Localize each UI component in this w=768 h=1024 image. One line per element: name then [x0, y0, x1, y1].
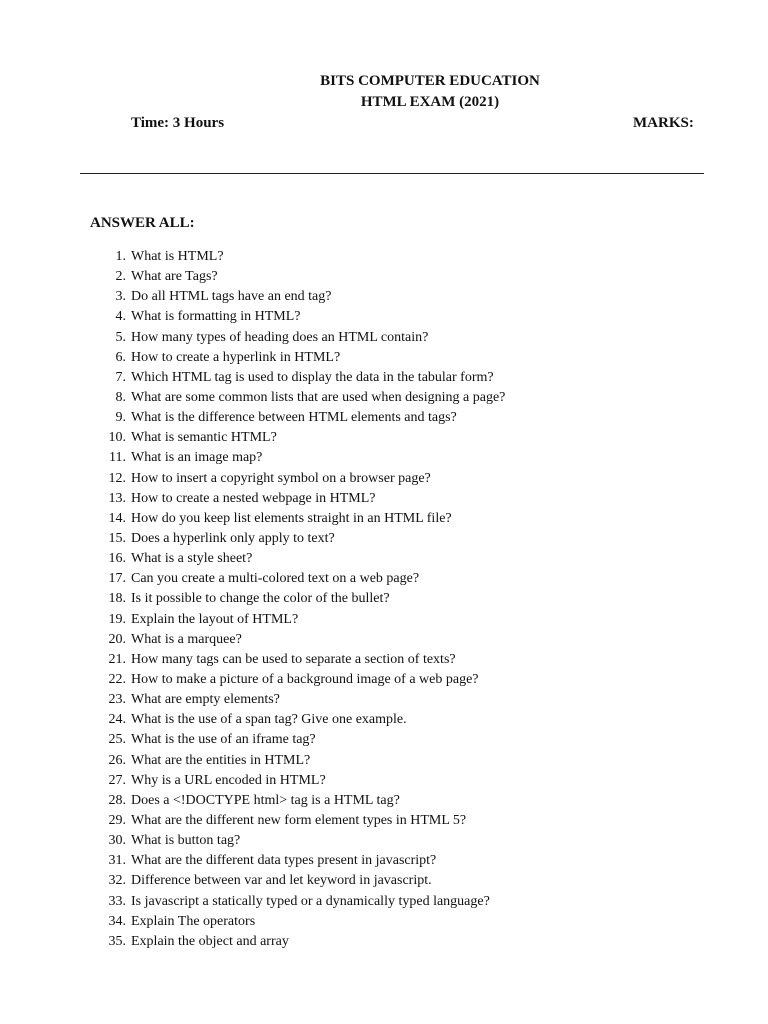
- question-number: 29.: [108, 812, 126, 828]
- header-divider: [80, 173, 704, 174]
- question-text: What is a marquee?: [131, 631, 242, 647]
- question-number: 1.: [115, 249, 126, 264]
- question-number: 19.: [108, 611, 126, 627]
- question-number: 7.: [115, 369, 126, 385]
- institution-title: BITS COMPUTER EDUCATION: [320, 73, 540, 89]
- question-number: 8.: [115, 389, 126, 405]
- question-item: [0, 589, 768, 609]
- question-item: [0, 892, 768, 912]
- question-number: 32.: [108, 873, 126, 889]
- question-item: [0, 630, 768, 650]
- question-text: What is button tag?: [131, 833, 241, 849]
- question-number: 21.: [108, 651, 126, 667]
- question-number: 26.: [108, 752, 126, 768]
- question-item: [0, 791, 768, 811]
- question-item: [0, 831, 768, 851]
- question-number: 34.: [108, 913, 126, 929]
- question-item: [0, 811, 768, 831]
- question-text: What is the use of an iframe tag?: [131, 732, 316, 748]
- question-list: [0, 247, 768, 952]
- question-item: [0, 247, 768, 267]
- question-text: How do you keep list elements straight in an HTML file?: [131, 510, 452, 526]
- question-text: How many tags can be used to separate a section of texts?: [131, 651, 456, 667]
- question-number: 2.: [115, 269, 126, 285]
- question-number: 24.: [108, 712, 126, 728]
- question-text: What is semantic HTML?: [131, 430, 277, 446]
- question-item: [0, 751, 768, 771]
- question-number: 4.: [115, 309, 126, 325]
- question-number: 18.: [108, 591, 126, 607]
- question-item: [0, 610, 768, 630]
- question-text: Difference between var and let keyword in javascript.: [131, 873, 432, 889]
- question-number: 3.: [115, 289, 126, 305]
- question-text: Explain the layout of HTML?: [131, 611, 299, 627]
- question-item: [0, 932, 768, 952]
- question-text: What is HTML?: [131, 249, 224, 264]
- question-text: What is formatting in HTML?: [131, 309, 301, 325]
- question-number: 15.: [108, 530, 126, 546]
- question-item: [0, 408, 768, 428]
- question-number: 20.: [108, 631, 126, 647]
- question-text: Do all HTML tags have an end tag?: [131, 289, 332, 305]
- question-number: 17.: [108, 571, 126, 587]
- question-text: How many types of heading does an HTML contain?: [131, 329, 429, 345]
- question-text: What is an image map?: [131, 450, 263, 466]
- question-item: [0, 489, 768, 509]
- question-text: Explain the object and array: [131, 933, 289, 949]
- question-text: What are the different new form element types in HTML 5?: [131, 812, 467, 828]
- question-number: 5.: [115, 329, 126, 345]
- question-item: [0, 267, 768, 287]
- question-text: Which HTML tag is used to display the data in the tabular form?: [131, 369, 494, 385]
- question-item: [0, 328, 768, 348]
- question-text: Does a hyperlink only apply to text?: [131, 530, 335, 546]
- question-number: 25.: [108, 732, 126, 748]
- time-label: Time: 3 Hours: [131, 115, 225, 131]
- question-text: What are the different data types present in javascript?: [131, 853, 437, 869]
- question-item: [0, 287, 768, 307]
- question-item: [0, 307, 768, 327]
- question-text: How to create a nested webpage in HTML?: [131, 490, 376, 506]
- question-item: [0, 730, 768, 750]
- question-text: How to insert a copyright symbol on a browser page?: [131, 470, 431, 486]
- question-number: 10.: [108, 430, 126, 446]
- question-number: 28.: [108, 792, 126, 808]
- question-text: Explain The operators: [131, 913, 256, 929]
- question-text: Why is a URL encoded in HTML?: [131, 772, 326, 788]
- question-number: 12.: [108, 470, 126, 486]
- question-number: 16.: [108, 551, 126, 567]
- question-text: Is javascript a statically typed or a dynamically typed language?: [131, 893, 490, 909]
- question-text: What is the difference between HTML elements and tags?: [131, 410, 457, 426]
- question-text: What are Tags?: [131, 269, 218, 285]
- question-text: How to make a picture of a background image of a web page?: [131, 671, 479, 687]
- question-item: [0, 851, 768, 871]
- question-item: [0, 549, 768, 569]
- question-number: 30.: [108, 833, 126, 849]
- question-item: [0, 428, 768, 448]
- section-heading: ANSWER ALL:: [90, 215, 195, 231]
- question-item: [0, 710, 768, 730]
- question-number: 35.: [108, 933, 126, 949]
- question-item: [0, 448, 768, 468]
- question-number: 23.: [108, 692, 126, 708]
- question-item: [0, 569, 768, 589]
- question-text: What are the entities in HTML?: [131, 752, 311, 768]
- exam-title: HTML EXAM (2021): [360, 94, 500, 110]
- question-text: Is it possible to change the color of the bullet?: [131, 591, 390, 607]
- question-text: What are empty elements?: [131, 692, 280, 708]
- question-number: 9.: [115, 410, 126, 426]
- question-item: [0, 771, 768, 791]
- question-text: Does a <!DOCTYPE html> tag is a HTML tag?: [131, 792, 400, 808]
- question-item: [0, 348, 768, 368]
- question-item: [0, 912, 768, 932]
- question-number: 22.: [108, 671, 126, 687]
- question-number: 6.: [115, 349, 126, 365]
- question-item: [0, 388, 768, 408]
- question-item: [0, 469, 768, 489]
- question-text: What are some common lists that are used when designing a page?: [131, 389, 506, 405]
- question-number: 13.: [108, 490, 126, 506]
- question-item: [0, 871, 768, 891]
- question-item: [0, 650, 768, 670]
- marks-label: MARKS:: [633, 115, 694, 131]
- question-number: 14.: [108, 510, 126, 526]
- question-number: 27.: [108, 772, 126, 788]
- question-number: 11.: [109, 450, 126, 466]
- question-text: What is the use of a span tag? Give one example.: [131, 712, 407, 728]
- question-item: [0, 529, 768, 549]
- question-number: 31.: [108, 853, 126, 869]
- question-number: 33.: [108, 893, 126, 909]
- question-item: [0, 368, 768, 388]
- question-text: Can you create a multi-colored text on a web page?: [131, 571, 420, 587]
- question-item: [0, 509, 768, 529]
- question-text: How to create a hyperlink in HTML?: [131, 349, 341, 365]
- question-text: What is a style sheet?: [131, 551, 253, 567]
- question-item: [0, 690, 768, 710]
- question-item: [0, 670, 768, 690]
